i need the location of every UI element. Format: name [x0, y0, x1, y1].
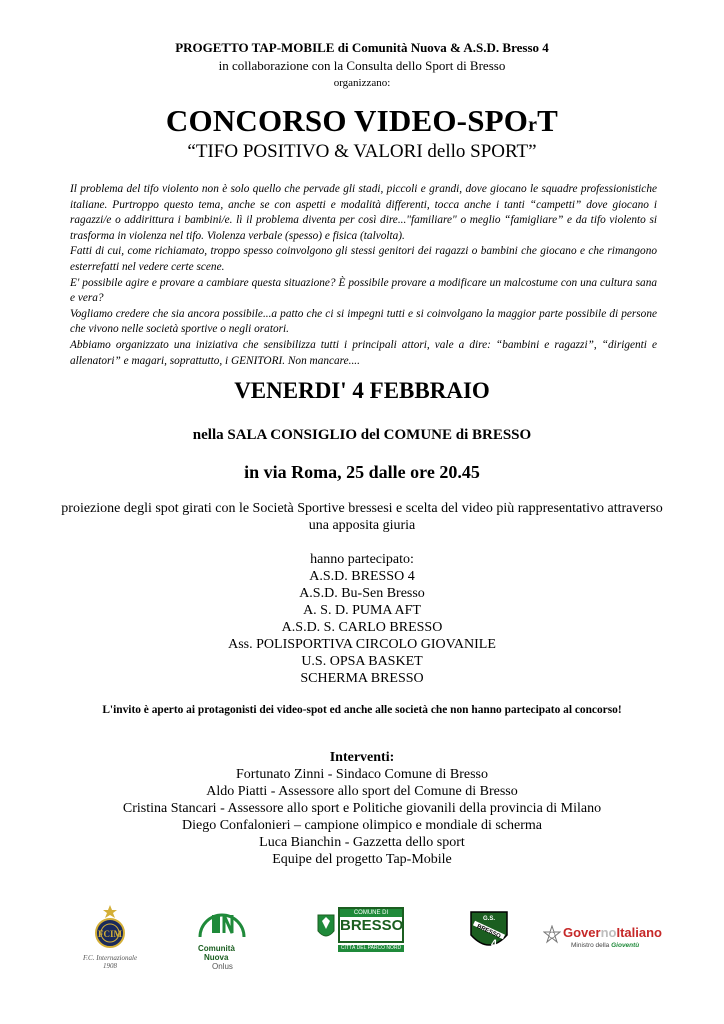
- bresso-crest-icon: [316, 911, 336, 943]
- intro-paragraph: Il problema del tifo violento non è solo quello che pervade gli stadi, piccoli e grandi, dove giocano le squadre professionistiche italiane. Purtroppo questo tema, anche se con aspetti e modalità differenti, tocca anche i tanti “campetti” dove giocano i ragazzi/e o addirittura i bambini/e. lì il problema diventa per così dire..."familiare" o meglio “famigliare” e da tifo violento si trasforma in violenza nel tifo. Violenza verbale (spesso) e fisica (talvolta).: [70, 183, 657, 242]
- organize-line: organizzano:: [333, 77, 391, 89]
- comunita-nuova-logo-icon: [190, 903, 254, 971]
- comunita-text: [198, 944, 254, 971]
- svg-text:FCIM: FCIM: [98, 929, 122, 939]
- title-part-2: r: [528, 114, 538, 136]
- speakers-heading: Interventi:: [329, 750, 395, 765]
- speaker-item: Diego Confalonieri – campione olimpico e mondiale di scherma: [181, 818, 542, 833]
- bresso-logo-icon: [316, 907, 406, 965]
- participants-section: [0, 551, 724, 687]
- inter-crest-icon: [78, 903, 142, 949]
- participant-item: Ass. POLISPORTIVA CIRCOLO GIOVANILE: [228, 637, 496, 652]
- speaker-item: Aldo Piatti - Assessore allo sport del Comune di Bresso: [206, 784, 518, 799]
- speaker-item: Luca Bianchin - Gazzetta dello sport: [259, 835, 465, 850]
- event-address: in via Roma, 25 dalle ore 20.45: [244, 462, 480, 482]
- speaker-item: Cristina Stancari - Assessore allo sport e Politiche giovanili della provincia di Milano: [122, 801, 602, 816]
- inter-logo-icon: [78, 903, 142, 970]
- governo-sub2: Gioventù: [611, 942, 640, 949]
- project-line: PROGETTO TAP-MOBILE di Comunità Nuova & A.S.D. Bresso 4: [175, 40, 549, 55]
- comunita-line2: Nuova: [204, 953, 229, 962]
- governo-italiano-logo-icon: [543, 925, 662, 961]
- speaker-item: Equipe del progetto Tap-Mobile: [272, 852, 452, 867]
- event-description: proiezione degli spot girati con le Società Sportive bressesi e scelta del video più rappresentativo attraverso una apposita giuria: [61, 501, 663, 533]
- governo-word2: no: [600, 925, 617, 940]
- intro-paragraph: Vogliamo credere che sia ancora possibile...a patto che ci si impegni tutti e si coinvolgano la maggior parte possibile di persone che vivono nelle società sportive o negli oratori.: [70, 307, 657, 336]
- participant-item: A.S.D. BRESSO 4: [309, 569, 415, 584]
- title-part-1: CONCORSO VIDEO-SPO: [165, 103, 529, 138]
- speaker-item: Fortunato Zinni - Sindaco Comune di Bresso: [236, 767, 488, 782]
- intro-text: [70, 182, 657, 369]
- contest-subtitle: “TIFO POSITIVO & VALORI dello SPORT”: [187, 141, 537, 162]
- participant-item: SCHERMA BRESSO: [300, 671, 424, 686]
- governo-ministry: [571, 942, 639, 949]
- participants-list: [0, 568, 724, 687]
- intro-paragraph: E' possibile agire e provare a cambiare questa situazione? È possibile provare a modificare un malcostume con una cultura sana e vera?: [70, 276, 657, 305]
- event-date: VENERDI' 4 FEBBRAIO: [234, 378, 490, 403]
- participant-item: A.S.D. S. CARLO BRESSO: [281, 620, 443, 635]
- gs-main: BRESSO: [475, 923, 502, 940]
- intro-paragraph: Fatti di cui, come richiamato, troppo spesso coinvolgono gli stessi genitori dei ragazzi o bambini che giocano e che rimangono esterrefatti nel vedere certe scene.: [70, 245, 657, 273]
- gs-bresso-4-logo-icon: [468, 909, 510, 955]
- governo-sub1: Ministro della: [571, 942, 612, 949]
- comunita-line3: Onlus: [212, 962, 233, 971]
- collaboration-line: in collaborazione con la Consulta dello Sport di Bresso: [218, 58, 506, 73]
- event-venue: nella SALA CONSIGLIO del COMUNE di BRESSO: [192, 427, 532, 443]
- italian-emblem-icon: [543, 925, 561, 945]
- bresso-top: COMUNE DI: [340, 909, 402, 917]
- gs-top: G.S.: [482, 916, 496, 922]
- sponsor-logos: [0, 895, 724, 975]
- gs-shield-icon: [468, 909, 510, 955]
- comunita-line1: Comunità: [198, 944, 235, 953]
- participant-item: U.S. OPSA BASKET: [301, 654, 423, 669]
- bresso-main: BRESSO: [340, 917, 404, 934]
- bresso-box: [338, 907, 404, 943]
- inter-caption: F.C. Internazionale 1908: [82, 954, 138, 970]
- participant-item: A. S. D. PUMA AFT: [303, 603, 421, 618]
- comunita-mark-icon: [190, 903, 254, 939]
- participant-item: A.S.D. Bu-Sen Bresso: [299, 586, 425, 601]
- title-part-3: T: [537, 103, 559, 138]
- speakers-section: [0, 749, 724, 868]
- bresso-sub: CITTÀ DEL PARCO NORD: [338, 945, 404, 952]
- invite-note: L'invito è aperto ai protagonisti dei video-spot ed anche alle società che non hanno partecipato al concorso!: [102, 704, 622, 716]
- governo-word1: Gover: [563, 925, 601, 940]
- intro-paragraph: Abbiamo organizzato una iniziativa che sensibilizza tutti i principali attori, vale a dire: “bambini e ragazzi”, “dirigenti e allenatori” e magari, soprattutto, i GENITORI. Non mancare....: [70, 338, 657, 367]
- contest-title: [0, 103, 724, 139]
- governo-wordmark: [563, 925, 662, 941]
- participants-heading: hanno partecipato:: [310, 552, 414, 567]
- speakers-list: [0, 766, 724, 868]
- governo-word3: Italiano: [616, 925, 662, 940]
- gs-number: 4: [490, 938, 498, 950]
